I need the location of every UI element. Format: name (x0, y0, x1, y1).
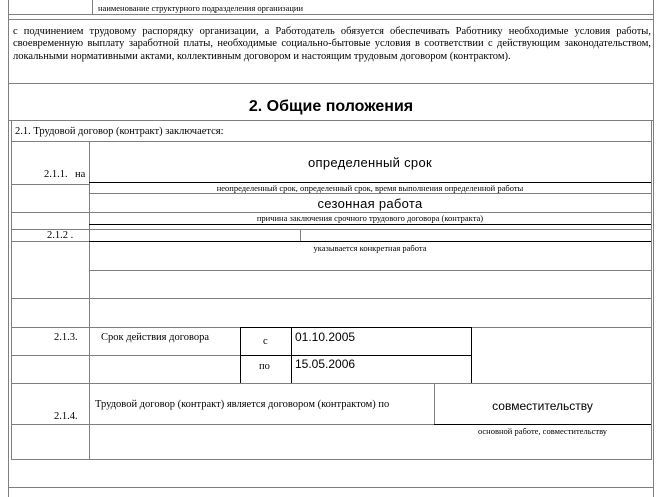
frame-left-border (8, 0, 9, 497)
date-to-value: 15.05.2006 (295, 357, 356, 371)
clause-2-1-3-number: 2.1.3. (54, 332, 78, 343)
department-caption: наименование структурного подразделения организации (98, 3, 304, 13)
frame-right-border (653, 0, 654, 497)
employment-type-line (434, 424, 651, 425)
section-bottom-line (11, 459, 651, 460)
section-left-border (11, 120, 12, 460)
clause-2-1-4-value: совместительству (492, 399, 593, 413)
row-line-383 (11, 383, 651, 384)
row-line-424 (11, 424, 434, 425)
reason-caption-bottom-line (89, 224, 651, 225)
clause-2-1-4-caption: основной работе, совместительству (477, 426, 608, 436)
row-line-229 (11, 229, 651, 230)
date-box-divider (240, 355, 472, 356)
section-top-line (8, 120, 653, 121)
top-block-bottom-line (8, 83, 653, 84)
section-title: 2. Общие положения (248, 98, 414, 115)
date-to-label: по (259, 361, 270, 372)
row-line-355 (11, 355, 240, 356)
clause-2-1-1-number: 2.1.1. (44, 169, 68, 180)
top-caption-divider (92, 0, 93, 14)
date-box-top (240, 327, 472, 328)
section-right-border (651, 120, 652, 460)
reason-caption: причина заключения срочного трудового договора (контракта) (256, 213, 484, 223)
date-from-value: 01.10.2005 (295, 330, 356, 344)
row-line-193 (89, 193, 651, 194)
work-line (89, 241, 651, 242)
obligations-paragraph: с подчинением трудовому распорядку организации, а Работодатель обязуется обеспечивать Работнику необходимые условия работы, своевременную выплату заработной платы, необходимые социально-бытовые условия в соответствии с действующим законодательством, локальными нормативными актами, коллективным договором и настоящим трудовым договором (контрактом). (13, 26, 651, 62)
date-from-label: с (263, 336, 268, 347)
top-caption-bottom-line (8, 14, 653, 15)
top-block-line-2 (8, 19, 653, 20)
work-caption: указывается конкретная работа (313, 243, 427, 253)
row-line-184 (11, 184, 89, 185)
row-line-270 (89, 270, 651, 271)
clause-2-1-2-short-divider (300, 229, 301, 241)
term-caption: неопределенный срок, определенный срок, время выполнения определенной работы (216, 183, 524, 193)
term-value: определенный срок (308, 155, 432, 170)
frame-bottom-line (8, 487, 654, 488)
clause-2-1-1-prep: на (75, 169, 86, 180)
row-line-298 (11, 298, 651, 299)
clause-2-1-4-number: 2.1.4. (54, 411, 78, 422)
row-line-241 (11, 241, 89, 242)
clause-2-1-4-text: Трудовой договор (контракт) является договором (контрактом) по (95, 399, 390, 410)
validity-label: Срок действия договора (101, 332, 210, 343)
reason-value: сезонная работа (317, 196, 423, 211)
row-line-141 (11, 141, 651, 142)
clause-2-1-2-number: 2.1.2 . (47, 230, 74, 241)
clause-2-1-text: 2.1. Трудовой договор (контракт) заключается: (15, 126, 224, 137)
